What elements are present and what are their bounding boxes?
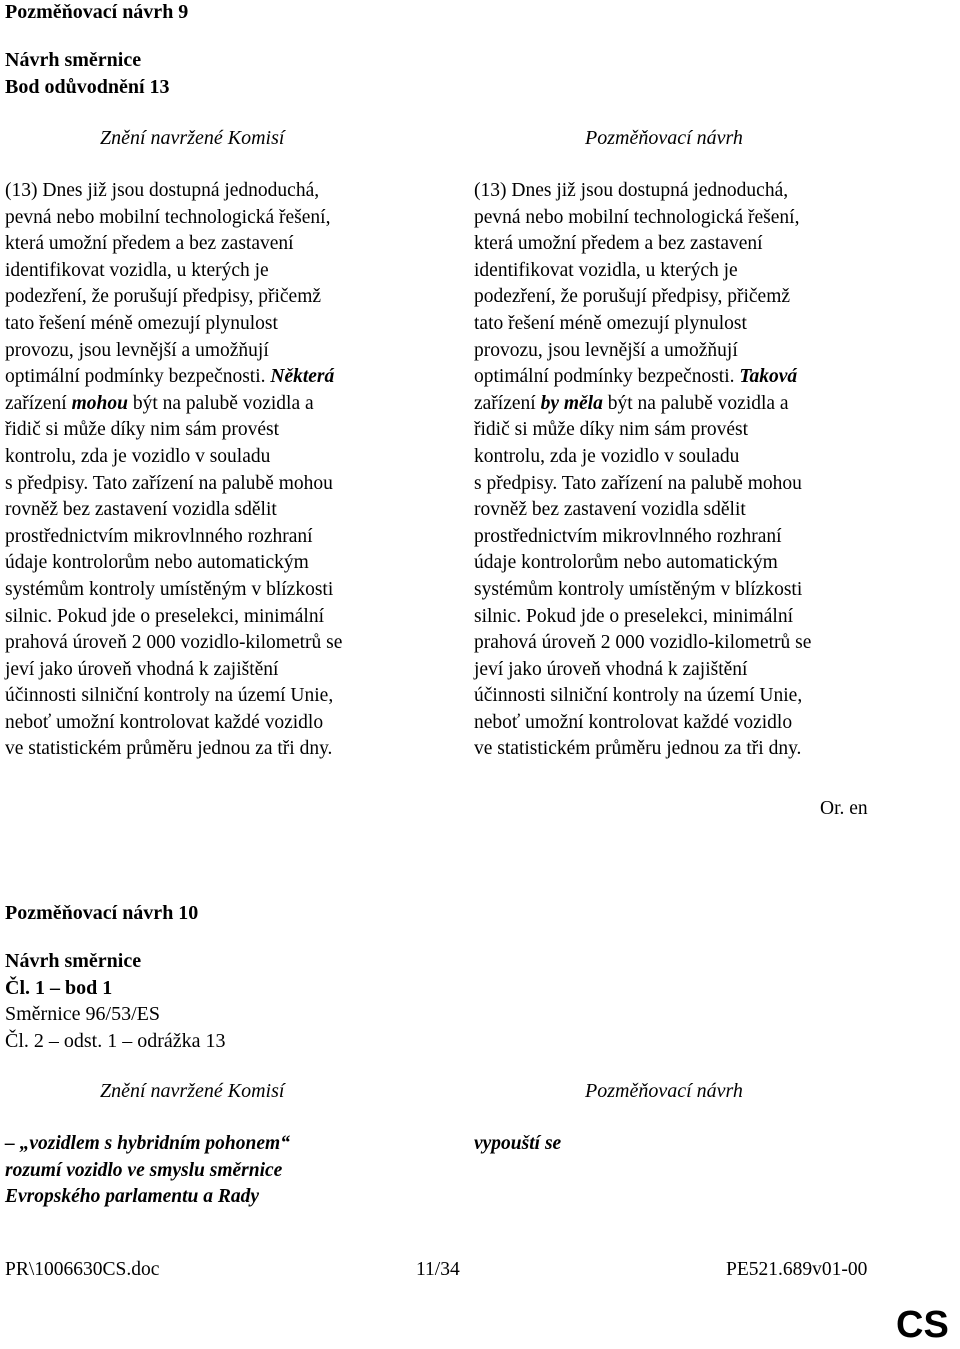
original-language-note: Or. en xyxy=(820,798,868,819)
am9-right-column-heading: Pozměňovací návrh xyxy=(585,127,743,149)
text-line: kontrolu, zda je vozidlo v souladu xyxy=(5,445,271,467)
am10-left-column-heading: Znění navržené Komisí xyxy=(100,1080,285,1102)
text-line xyxy=(474,391,811,418)
text-line: systémům kontroly umístěným v blízkosti xyxy=(474,578,803,600)
amendment-9-recital-label: Bod odůvodnění 13 xyxy=(5,76,170,98)
text-line: pevná nebo mobilní technologická řešení, xyxy=(5,206,331,228)
text-line: prostřednictvím mikrovlnného rozhraní xyxy=(5,525,313,547)
text-segment: optimální podmínky bezpečnosti. xyxy=(474,366,740,388)
amendment-10-title: Pozměňovací návrh 10 xyxy=(5,902,199,924)
text-line: s předpisy. Tato zařízení na palubě mohou xyxy=(474,472,802,494)
text-line: podezření, že porušují předpisy, přičemž xyxy=(5,286,322,308)
text-line: provozu, jsou levnější a umožňují xyxy=(474,339,738,361)
text-line: pevná nebo mobilní technologická řešení, xyxy=(474,206,800,228)
am9-commission-text xyxy=(5,178,342,763)
footer-language-code: CS xyxy=(896,1304,949,1346)
footer-page-number: 11/34 xyxy=(416,1259,460,1280)
amended-text-segment: Taková xyxy=(739,366,798,388)
amended-text-segment: by měla xyxy=(540,392,603,414)
footer-reference: PE521.689v01-00 xyxy=(726,1259,868,1280)
footer-doc-name: PR\1006630CS.doc xyxy=(5,1259,160,1280)
text-line: která umožní předem a bez zastavení xyxy=(5,233,294,255)
text-line: (13) Dnes již jsou dostupná jednoduchá, xyxy=(474,180,789,201)
text-line: která umožní předem a bez zastavení xyxy=(474,233,763,255)
amendment-10-paragraph-label: Čl. 2 – odst. 1 – odrážka 13 xyxy=(5,1030,226,1052)
text-segment: optimální podmínky bezpečnosti. xyxy=(5,366,271,388)
text-line: kontrolu, zda je vozidlo v souladu xyxy=(474,445,740,467)
text-line: systémům kontroly umístěným v blízkosti xyxy=(5,578,334,600)
text-line: (13) Dnes již jsou dostupná jednoduchá, xyxy=(5,180,320,201)
am9-amendment-text xyxy=(474,178,811,763)
text-line: prahová úroveň 2 000 vozidlo-kilometrů se xyxy=(474,632,812,654)
text-line: účinnosti silniční kontroly na území Unie, xyxy=(474,685,803,707)
text-line: údaje kontrolorům nebo automatickým xyxy=(474,552,778,574)
text-line: řidič si může díky nim sám provést xyxy=(474,419,749,441)
text-line: tato řešení méně omezují plynulost xyxy=(474,312,747,334)
text-line: řidič si může díky nim sám provést xyxy=(5,419,280,441)
text-line: identifikovat vozidla, u kterých je xyxy=(5,259,269,281)
text-line: provozu, jsou levnější a umožňují xyxy=(5,339,269,361)
text-line: prahová úroveň 2 000 vozidlo-kilometrů se xyxy=(5,632,343,654)
text-line: ve statistickém průměru jednou za tři dny. xyxy=(5,738,333,760)
am10-right-column-heading: Pozměňovací návrh xyxy=(585,1080,743,1102)
am10-commission-text xyxy=(5,1131,290,1211)
text-line xyxy=(5,364,342,391)
text-segment: být na palubě vozidla a xyxy=(127,392,314,414)
amended-text-segment: Některá xyxy=(270,366,335,388)
amendment-9-proposal-label: Návrh směrnice xyxy=(5,49,142,71)
text-line: rovněž bez zastavení vozidla sdělit xyxy=(5,499,277,521)
text-line: silnic. Pokud jde o preselekci, minimální xyxy=(474,605,793,627)
am9-left-column-heading: Znění navržené Komisí xyxy=(100,127,285,149)
text-line: ve statistickém průměru jednou za tři dny. xyxy=(474,738,802,760)
text-line: podezření, že porušují předpisy, přičemž xyxy=(474,286,791,308)
amendment-10-proposal-label: Návrh směrnice xyxy=(5,950,142,972)
text-line: rozumí vozidlo ve smyslu směrnice xyxy=(5,1159,283,1181)
text-line: tato řešení méně omezují plynulost xyxy=(5,312,278,334)
text-line: prostřednictvím mikrovlnného rozhraní xyxy=(474,525,782,547)
text-line: účinnosti silniční kontroly na území Unie, xyxy=(5,685,334,707)
text-segment: zařízení xyxy=(5,392,72,414)
amended-text-segment: mohou xyxy=(71,392,128,414)
am10-amendment-text: vypouští se xyxy=(474,1133,562,1154)
text-line: rovněž bez zastavení vozidla sdělit xyxy=(474,499,746,521)
text-line: identifikovat vozidla, u kterých je xyxy=(474,259,738,281)
text-line: jeví jako úroveň vhodná k zajištění xyxy=(474,658,748,680)
amendment-10-article-label: Čl. 1 – bod 1 xyxy=(5,977,113,999)
text-line: Evropského parlamentu a Rady xyxy=(5,1186,260,1208)
text-segment: být na palubě vozidla a xyxy=(602,392,789,414)
text-line: s předpisy. Tato zařízení na palubě mohou xyxy=(5,472,333,494)
text-line xyxy=(5,391,342,418)
text-line: – „vozidlem s hybridním pohonem“ xyxy=(5,1133,290,1154)
text-line: neboť umožní kontrolovat každé vozidlo xyxy=(474,711,793,733)
text-line: údaje kontrolorům nebo automatickým xyxy=(5,552,309,574)
text-line: silnic. Pokud jde o preselekci, minimální xyxy=(5,605,324,627)
text-line: jeví jako úroveň vhodná k zajištění xyxy=(5,658,279,680)
text-line: neboť umožní kontrolovat každé vozidlo xyxy=(5,711,324,733)
amendment-10-directive-label: Směrnice 96/53/ES xyxy=(5,1003,160,1025)
text-segment: zařízení xyxy=(474,392,541,414)
amendment-9-title: Pozměňovací návrh 9 xyxy=(5,1,189,23)
text-line xyxy=(474,364,811,391)
